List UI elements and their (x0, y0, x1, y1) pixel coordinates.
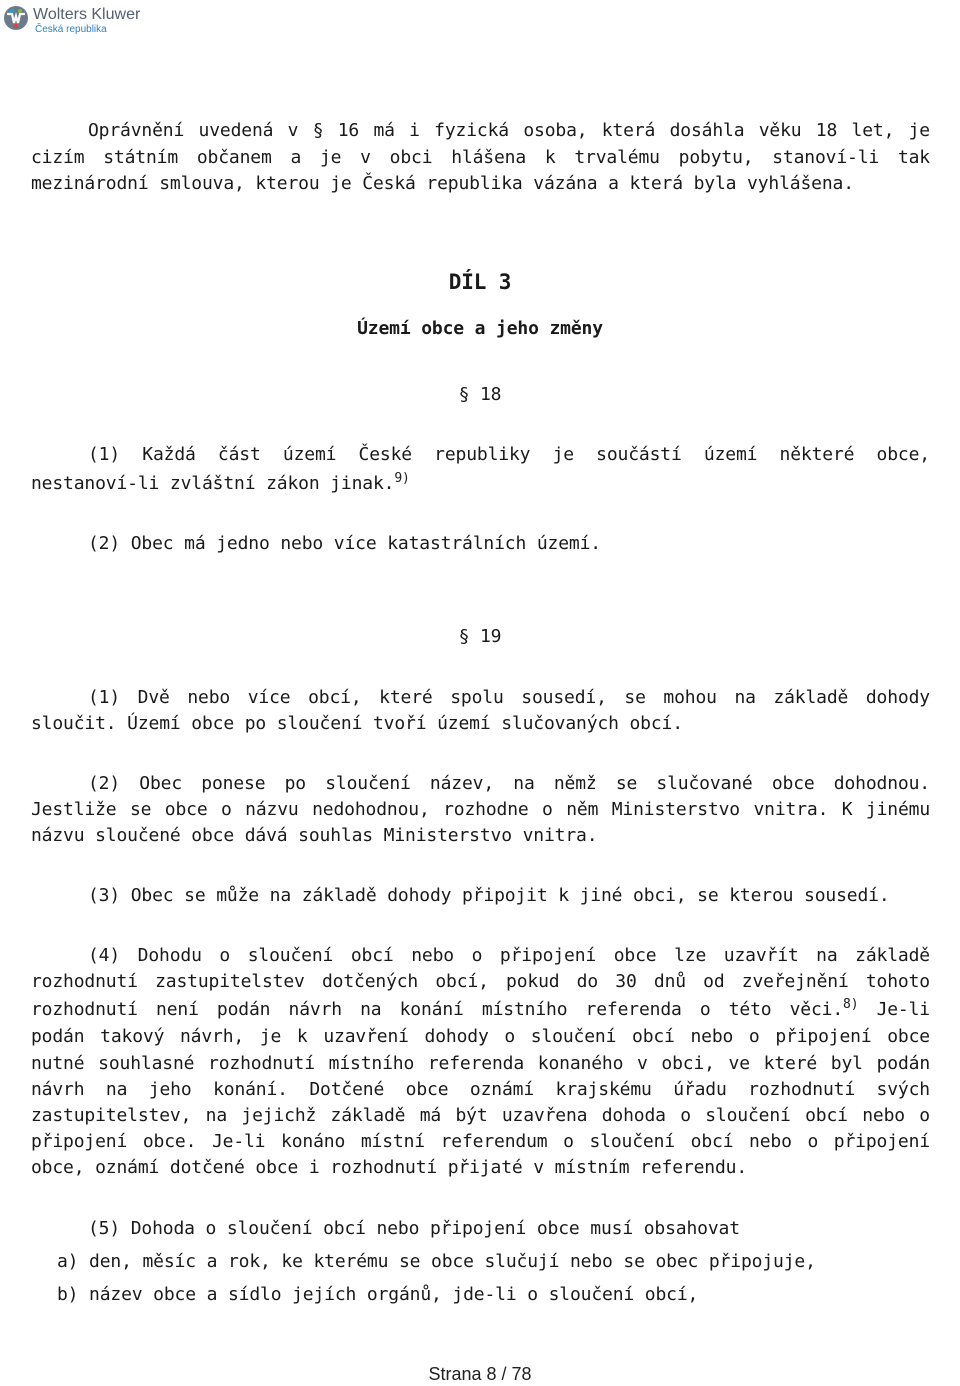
text-line: (1) Každá část území České republiky je součástí území některé obce, (88, 444, 930, 465)
text-line: zastupitelstev, na jejichž základě má být uzavřena dohoda o sloučení obcí nebo o (31, 1105, 930, 1126)
text-line: (2) Obec ponese po sloučení název, na němž se slučované obce dohodnou. (88, 773, 930, 794)
text-span: nestanoví-li zvláštní zákon jinak. (31, 473, 395, 494)
brand-subtitle: Česká republika (35, 24, 107, 35)
text-line: sloučit. Území obce po sloučení tvoří území slučovaných obcí. (31, 713, 683, 734)
part-title: Území obce a jeho změny (357, 318, 603, 339)
text-line: (1) Dvě nebo více obcí, které spolu sousedí, se mohou na základě dohody (88, 687, 930, 708)
section-18-paragraph-2: (2) Obec má jedno nebo více katastrálních území. (88, 533, 601, 554)
text-line: Oprávnění uvedená v § 16 má i fyzická osoba, která dosáhla věku 18 let, je (88, 120, 930, 141)
part-heading: DÍL 3 (448, 270, 512, 294)
section-18-heading: § 18 (458, 384, 502, 405)
text-line: podán takový návrh, je k uzavření dohody o sloučení obcí nebo o připojení obce (31, 1026, 930, 1047)
text-line: nutné souhlasné rozhodnutí místního referenda konaného v obci, ve které byl podán (31, 1053, 930, 1074)
text-line: mezinárodní smlouva, kterou je Česká republika vázána a která byla vyhlášena. (31, 173, 854, 194)
footnote-ref[interactable]: 8) (843, 997, 859, 1012)
list-item-b: b) název obce a sídlo jejích orgánů, jde-li o sloučení obcí, (57, 1284, 699, 1305)
text-line: návrh na jeho konání. Dotčené obce oznámí krajskému úřadu rozhodnutí svých (31, 1079, 930, 1100)
text-line (31, 997, 930, 1023)
section-19-paragraph-3: (3) Obec se může na základě dohody připojit k jiné obci, se kterou sousedí. (88, 885, 890, 906)
publisher-logo (3, 3, 153, 37)
text-line: cizím státním občanem a je v obci hlášena k trvalému pobytu, stanoví-li tak (31, 147, 930, 168)
text-line: (4) Dohodu o sloučení obcí nebo o připojení obce lze uzavřít na základě (88, 945, 930, 966)
section-19-heading: § 19 (458, 626, 502, 647)
text-span: Je-li (876, 999, 930, 1020)
section-19-paragraph-5: (5) Dohoda o sloučení obcí nebo připojení obce musí obsahovat (88, 1218, 740, 1239)
wolters-kluwer-globe-icon (3, 5, 29, 31)
text-span: rozhodnutí není podán návrh na konání místního referenda o této věci. (31, 999, 844, 1020)
list-item-a: a) den, měsíc a rok, ke kterému se obce slučují nebo se obec připojuje, (57, 1251, 816, 1272)
text-line (31, 471, 930, 497)
text-line: obce, oznámí dotčené obce i rozhodnutí přijaté v místním referendu. (31, 1157, 748, 1178)
text-line: názvu sloučené obce dává souhlas Ministerstvo vnitra. (31, 825, 598, 846)
text-line: rozhodnutí zastupitelstev dotčených obcí, pokud do 30 dnů od zveřejnění tohoto (31, 971, 930, 992)
text-line: Jestliže se obce o názvu nedohodnou, rozhodne o něm Ministerstvo vnitra. K jinému (31, 799, 930, 820)
brand-name: Wolters Kluwer (33, 6, 141, 23)
text-line: připojení obce. Je-li konáno místní referendum o sloučení obcí nebo o připojení (31, 1131, 930, 1152)
page-number: Strana 8 / 78 (428, 1364, 532, 1384)
footnote-ref[interactable]: 9) (394, 471, 410, 486)
